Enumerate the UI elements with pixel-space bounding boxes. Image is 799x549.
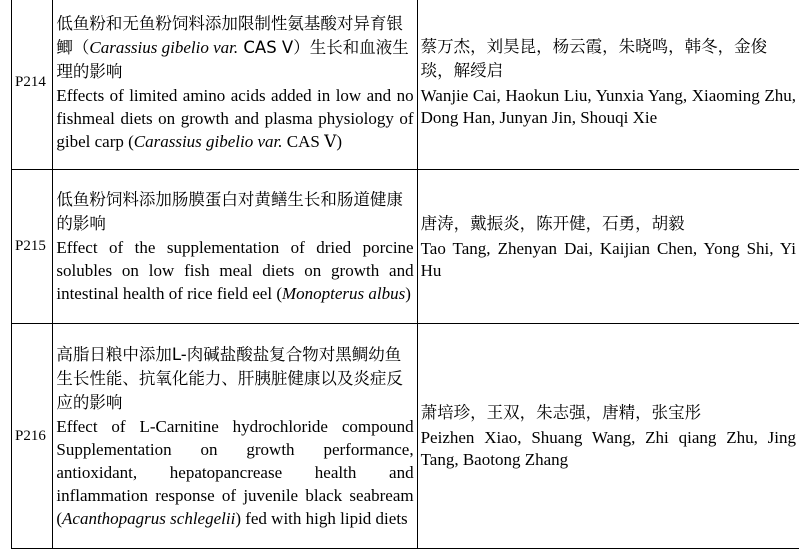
authors-cell xyxy=(417,0,799,170)
authors-english: Tao Tang, Zhenyan Dai, Kaijian Chen, Yong Shi, Yi Hu xyxy=(421,238,796,282)
table-row xyxy=(12,324,799,549)
authors-chinese: 蔡万杰，刘昊昆，杨云霞，朱晓鸣，韩冬，金俊琰，解绶启 xyxy=(421,35,796,83)
authors-english: Peizhen Xiao, Shuang Wang, Zhi qiang Zhu, Jing Tang, Baotong Zhang xyxy=(421,427,796,471)
abstract-index-table xyxy=(11,0,799,549)
paper-title-cell xyxy=(53,170,417,324)
authors-cell xyxy=(417,324,799,549)
authors-english: Wanjie Cai, Haokun Liu, Yunxia Yang, Xiaoming Zhu, Dong Han, Junyan Jin, Shouqi Xie xyxy=(421,85,796,129)
table-row xyxy=(12,0,799,170)
title-chinese: 低鱼粉和无鱼粉饲料添加限制性氨基酸对异育银鲫（Carassius gibelio var. CAS Ⅴ）生长和血液生理的影响 xyxy=(56,12,413,84)
title-chinese: 高脂日粮中添加L-肉碱盐酸盐复合物对黑鲷幼鱼生长性能、抗氧化能力、肝胰脏健康以及炎症反应的影响 xyxy=(56,343,413,415)
title-chinese: 低鱼粉饲料添加肠膜蛋白对黄鳝生长和肠道健康的影响 xyxy=(56,188,413,236)
paper-title-cell xyxy=(53,0,417,170)
title-english: Effects of limited amino acids added in low and no fishmeal diets on growth and plasma physiology of gibel carp (Carassius gibelio var. CAS Ⅴ) xyxy=(56,84,413,153)
authors-chinese: 唐涛，戴振炎，陈开健，石勇，胡毅 xyxy=(421,212,796,236)
table-row xyxy=(12,170,799,324)
title-english: Effect of L-Carnitine hydrochloride compound Supplementation on growth performance, antioxidant, hepatopancrease health and inflammation response of juvenile black seabream (Acanthopagrus schlegelii) fed with high lipid diets xyxy=(56,415,413,530)
authors-cell xyxy=(417,170,799,324)
paper-id: P215 xyxy=(12,170,53,324)
title-english: Effect of the supplementation of dried porcine solubles on low fish meal diets on growth and intestinal health of rice field eel (Monopterus albus) xyxy=(56,236,413,305)
paper-title-cell xyxy=(53,324,417,549)
authors-chinese: 萧培珍，王双，朱志强，唐精，张宝彤 xyxy=(421,401,796,425)
paper-id: P214 xyxy=(12,0,53,170)
paper-id: P216 xyxy=(12,324,53,549)
